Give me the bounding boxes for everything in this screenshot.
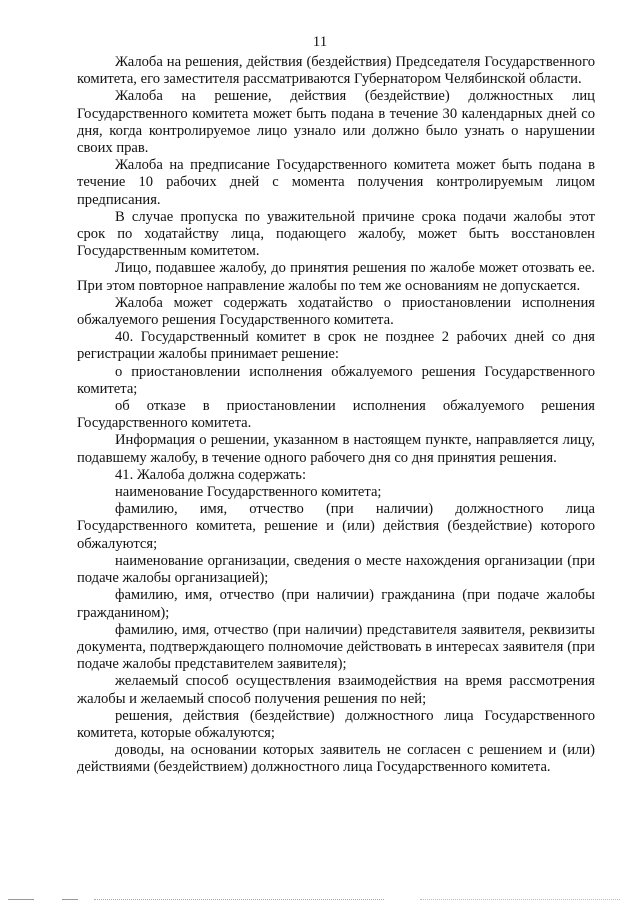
paragraph: доводы, на основании которых заявитель не согласен с решением и (или) действиями (бездействием) должностного лица Государственного комитета.: [77, 742, 595, 776]
footer-divider: [420, 899, 620, 900]
paragraph: Информация о решении, указанном в настоящем пункте, направляется лицу, подавшему жалобу, в течение одного рабочего дня со дня принятия решения.: [77, 432, 595, 466]
paragraph: Жалоба на решение, действия (бездействие) должностных лиц Государственного комитета может быть подана в течение 30 календарных дней со дня, когда контролируемое лицо узнало или должно было узнать о нарушении своих прав.: [77, 88, 595, 157]
paragraph: Жалоба на предписание Государственного комитета может быть подана в течение 10 рабочих дней с момента получения контролируемым лицом предписания.: [77, 157, 595, 208]
paragraph: 40. Государственный комитет в срок не позднее 2 рабочих дней со дня регистрации жалобы принимает решение:: [77, 329, 595, 363]
paragraph: Лицо, подавшее жалобу, до принятия решения по жалобе может отозвать ее. При этом повторное направление жалобы по тем же основаниям не допускается.: [77, 260, 595, 294]
footer-divider: [8, 899, 34, 900]
page-number: 11: [312, 34, 328, 50]
paragraph: о приостановлении исполнения обжалуемого решения Государственного комитета;: [77, 363, 595, 397]
paragraph: решения, действия (бездействие) должностного лица Государственного комитета, которые обжалуются;: [77, 707, 595, 741]
paragraph: Жалоба может содержать ходатайство о приостановлении исполнения обжалуемого решения Государственного комитета.: [77, 294, 595, 329]
paragraph: 41. Жалоба должна содержать:: [115, 466, 306, 483]
paragraph: В случае пропуска по уважительной причине срока подачи жалобы этот срок по ходатайству лица, подающего жалобу, может быть восстановлен Государственным комитетом.: [77, 208, 595, 260]
paragraph: фамилию, имя, отчество (при наличии) должностного лица Государственного комитета, решение и (или) действия (бездействие) которого обжалуются;: [77, 501, 595, 552]
footer-divider: [62, 899, 78, 900]
paragraph: Жалоба на решения, действия (бездействия) Председателя Государственного комитета, его заместителя рассматриваются Губернатором Челябинской области.: [77, 54, 595, 88]
footer-divider: [94, 899, 384, 900]
document-body: [77, 54, 595, 777]
paragraph: фамилию, имя, отчество (при наличии) гражданина (при подаче жалобы гражданином);: [77, 587, 595, 621]
paragraph: наименование организации, сведения о месте нахождения организации (при подаче жалобы организацией);: [77, 552, 595, 587]
paragraph: фамилию, имя, отчество (при наличии) представителя заявителя, реквизиты документа, подтверждающего полномочие действовать в интересах заявителя (при подаче жалобы представителем заявителя);: [77, 621, 595, 673]
paragraph: наименование Государственного комитета;: [115, 484, 382, 501]
page-footer-marks: [0, 895, 640, 905]
paragraph: желаемый способ осуществления взаимодействия на время рассмотрения жалобы и желаемый способ получения решения по ней;: [77, 673, 595, 707]
paragraph: об отказе в приостановлении исполнения обжалуемого решения Государственного комитета.: [77, 398, 595, 432]
